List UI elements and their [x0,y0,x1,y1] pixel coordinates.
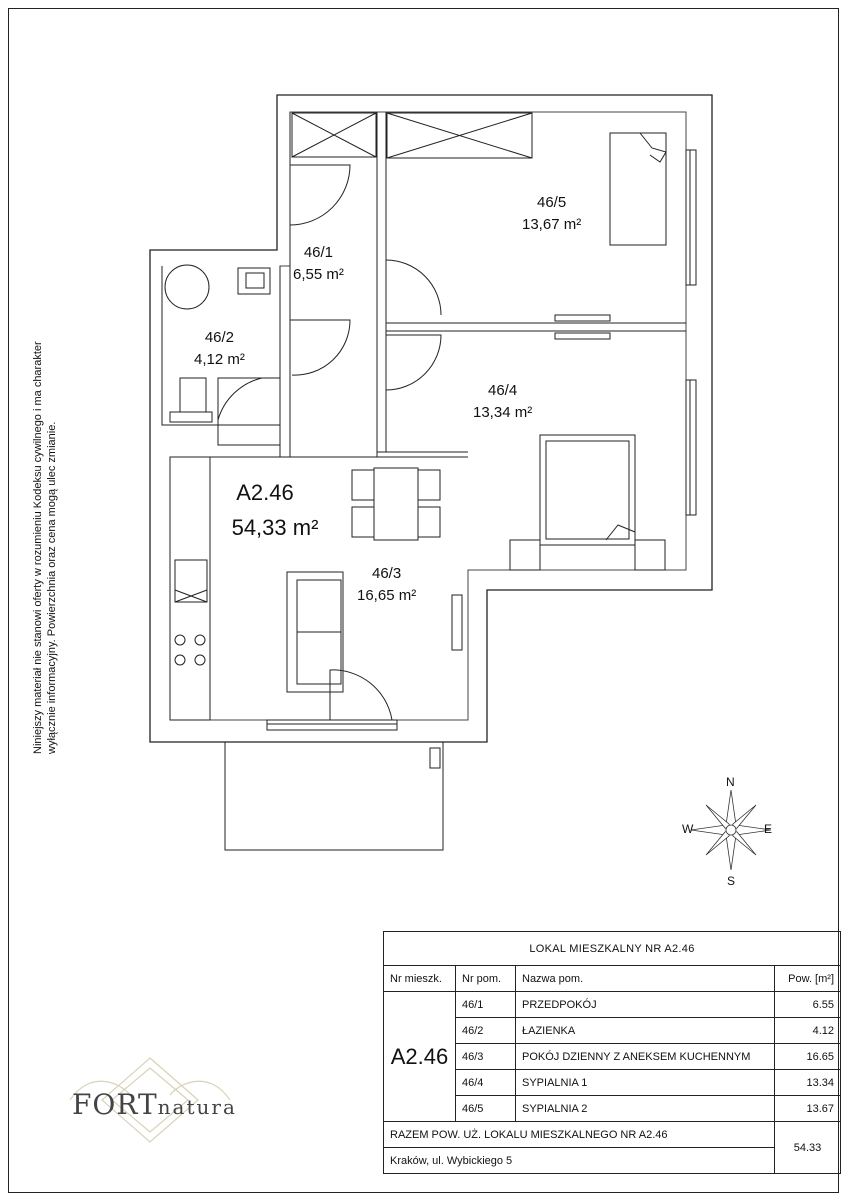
logo-part-natura: natura [157,1095,237,1119]
header-nr-mieszk: Nr mieszk. [384,966,456,992]
unit-code: A2.46 [236,480,294,505]
row-name: SYPIALNIA 2 [516,1096,775,1122]
row-nr: 46/5 [456,1096,516,1122]
compass-north: N [726,775,735,789]
room-legend-table [383,931,841,1174]
room-id: 46/2 [204,329,235,346]
compass-west: W [682,822,694,836]
row-name: ŁAZIENKA [516,1018,775,1044]
room-area: 13,34 m² [473,404,533,421]
row-nr: 46/3 [456,1044,516,1070]
legend-title: LOKAL MIESZKALNY NR A2.46 [384,932,841,966]
room-label-46-1 [293,242,344,286]
room-area: 4,12 m² [194,351,245,368]
total-value: 54.33 [775,1122,841,1174]
room-id: 46/3 [372,565,402,582]
room-id: 46/1 [303,244,334,261]
row-nr: 46/4 [456,1070,516,1096]
brand-logo [72,1088,237,1121]
row-area: 13.67 [775,1096,841,1122]
header-pow: Pow. [m²] [775,966,841,992]
room-area: 13,67 m² [522,216,582,233]
compass-rose [691,790,771,870]
row-name: PRZEDPOKÓJ [516,992,775,1018]
row-nr: 46/2 [456,1018,516,1044]
room-label-46-4 [473,380,532,424]
legend-unit-code: A2.46 [384,992,456,1122]
row-name: POKÓJ DZIENNY Z ANEKSEM KUCHENNYM [516,1044,775,1070]
logo-part-fort: FORT [72,1088,158,1121]
disclaimer-text: Niniejszy materiał nie stanowi oferty w rozumieniu Kodeksu cywilnego i ma charakter wyłącznie informacyjny. Powierzchnia oraz cena mogą ulec zmianie. [32,341,58,754]
room-label-46-2 [194,327,245,371]
room-id: 46/4 [488,382,518,399]
row-nr: 46/1 [456,992,516,1018]
room-id: 46/5 [537,194,567,211]
compass-east: E [764,822,773,836]
room-label-46-5 [522,192,581,236]
address: Kraków, ul. Wybickiego 5 [384,1148,775,1174]
unit-total-area: 54,33 m² [231,515,319,540]
row-name: SYPIALNIA 1 [516,1070,775,1096]
row-area: 4.12 [775,1018,841,1044]
room-area: 16,65 m² [357,587,417,604]
compass-south: S [727,874,736,888]
header-nazwa: Nazwa pom. [516,966,775,992]
room-area: 6,55 m² [293,266,344,283]
row-area: 16.65 [775,1044,841,1070]
header-nr-pom: Nr pom. [456,966,516,992]
total-label: RAZEM POW. UŻ. LOKALU MIESZKALNEGO NR A2.46 [384,1122,775,1148]
row-area: 6.55 [775,992,841,1018]
room-label-46-3 [357,563,416,607]
table-row [384,992,841,1018]
row-area: 13.34 [775,1070,841,1096]
